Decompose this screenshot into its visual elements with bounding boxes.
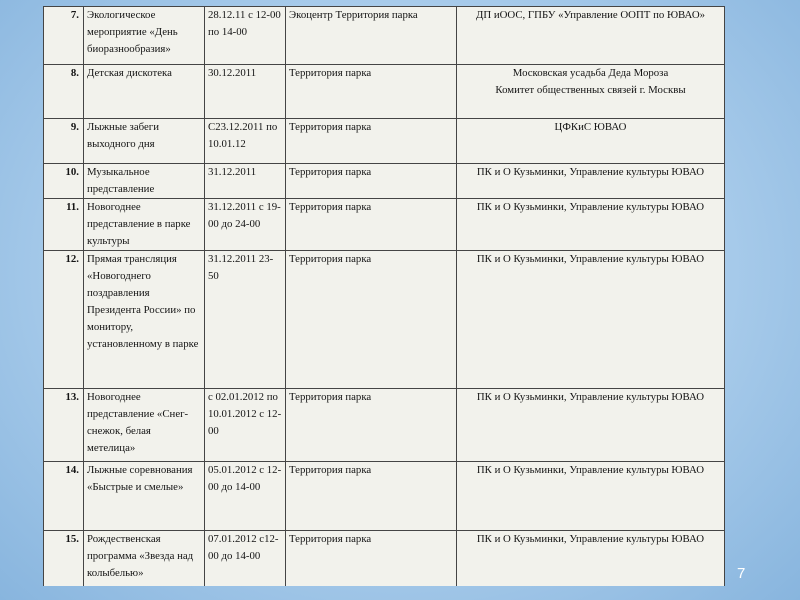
event-name: Новогоднее представление «Снег-снежок, белая метелица» bbox=[84, 389, 205, 462]
event-date: 31.12.2011 bbox=[205, 164, 286, 199]
organizer-line: ПК и О Кузьминки, Управление культуры ЮВАО bbox=[476, 533, 705, 545]
event-place: Территория парка bbox=[286, 164, 457, 199]
organizer-line: ДП иООС, ГПБУ «Управление ООПТ по ЮВАО» bbox=[475, 9, 706, 21]
table-row bbox=[44, 65, 725, 119]
event-name: Музыкальное представление bbox=[84, 164, 205, 199]
event-date: С23.12.2011 по 10.01.12 bbox=[205, 119, 286, 164]
organizer-line: ЦФКиС ЮВАО bbox=[554, 121, 627, 133]
table-row bbox=[44, 164, 725, 199]
event-organizer bbox=[457, 199, 725, 251]
event-date: с 02.01.2012 по 10.01.2012 с 12-00 bbox=[205, 389, 286, 462]
event-organizer bbox=[457, 389, 725, 462]
event-date: 31.12.2011 23-50 bbox=[205, 251, 286, 389]
events-table bbox=[43, 6, 725, 586]
row-number: 9. bbox=[44, 119, 84, 164]
event-name: Лыжные забеги выходного дня bbox=[84, 119, 205, 164]
event-name: Рождественская программа «Звезда над колыбелью» bbox=[84, 531, 205, 587]
row-number: 8. bbox=[44, 65, 84, 119]
event-date: 30.12.2011 bbox=[205, 65, 286, 119]
row-number: 10. bbox=[44, 164, 84, 199]
row-number: 15. bbox=[44, 531, 84, 587]
event-place: Территория парка bbox=[286, 462, 457, 531]
event-name: Экологическое мероприятие «День биоразнообразия» bbox=[84, 7, 205, 65]
organizer-line: Комитет общественных связей г. Москвы bbox=[495, 84, 686, 96]
table-row bbox=[44, 199, 725, 251]
event-place: Территория парка bbox=[286, 389, 457, 462]
event-organizer bbox=[457, 251, 725, 389]
organizer-line: ПК и О Кузьминки, Управление культуры ЮВАО bbox=[476, 166, 705, 178]
event-place: Территория парка bbox=[286, 199, 457, 251]
event-place: Экоцентр Территория парка bbox=[286, 7, 457, 65]
table-row bbox=[44, 389, 725, 462]
event-place: Территория парка bbox=[286, 251, 457, 389]
row-number: 13. bbox=[44, 389, 84, 462]
table-row bbox=[44, 7, 725, 65]
event-place: Территория парка bbox=[286, 119, 457, 164]
event-organizer bbox=[457, 462, 725, 531]
table-row bbox=[44, 531, 725, 587]
event-place: Территория парка bbox=[286, 531, 457, 587]
table-row bbox=[44, 251, 725, 389]
event-name: Новогоднее представление в парке культуры bbox=[84, 199, 205, 251]
organizer-line: Московская усадьба Деда Мороза bbox=[512, 67, 669, 79]
table-row bbox=[44, 462, 725, 531]
event-organizer bbox=[457, 531, 725, 587]
organizer-line: ПК и О Кузьминки, Управление культуры ЮВАО bbox=[476, 464, 705, 476]
event-place: Территория парка bbox=[286, 65, 457, 119]
organizer-line: ПК и О Кузьминки, Управление культуры ЮВАО bbox=[476, 201, 705, 213]
event-organizer bbox=[457, 119, 725, 164]
event-name: Прямая трансляция «Новогоднего поздравления Президента России» по монитору, установленному в парке bbox=[84, 251, 205, 389]
row-number: 11. bbox=[44, 199, 84, 251]
event-organizer bbox=[457, 7, 725, 65]
event-organizer bbox=[457, 65, 725, 119]
table-row bbox=[44, 119, 725, 164]
page-number: 7 bbox=[737, 565, 746, 582]
row-number: 7. bbox=[44, 7, 84, 65]
event-date: 07.01.2012 с12-00 до 14-00 bbox=[205, 531, 286, 587]
row-number: 12. bbox=[44, 251, 84, 389]
event-name: Детская дискотека bbox=[84, 65, 205, 119]
event-organizer bbox=[457, 164, 725, 199]
event-date: 28.12.11 с 12-00 по 14-00 bbox=[205, 7, 286, 65]
event-date: 31.12.2011 с 19-00 до 24-00 bbox=[205, 199, 286, 251]
organizer-line: ПК и О Кузьминки, Управление культуры ЮВАО bbox=[476, 253, 705, 265]
slide bbox=[43, 6, 725, 586]
event-name: Лыжные соревнования «Быстрые и смелые» bbox=[84, 462, 205, 531]
organizer-line: ПК и О Кузьминки, Управление культуры ЮВАО bbox=[476, 391, 705, 403]
event-date: 05.01.2012 с 12-00 до 14-00 bbox=[205, 462, 286, 531]
row-number: 14. bbox=[44, 462, 84, 531]
